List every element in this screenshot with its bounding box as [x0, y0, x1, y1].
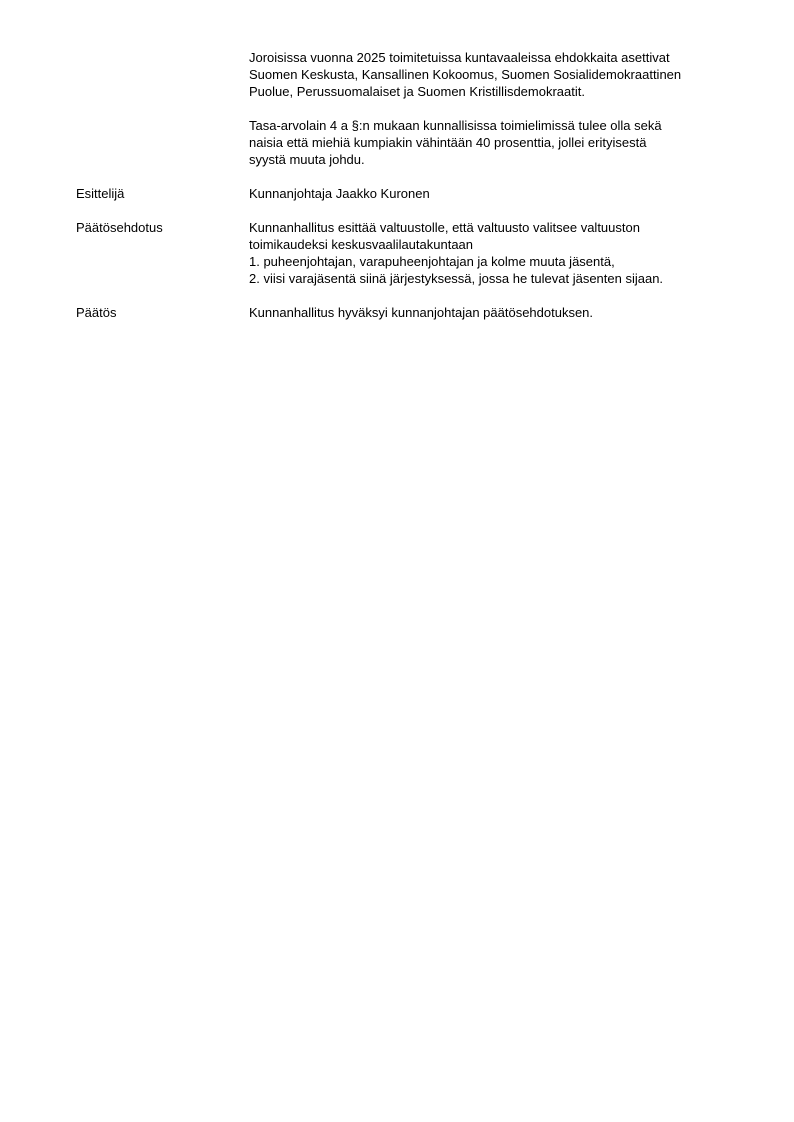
proposal-line: toimikaudeksi keskusvaalilautakuntaan — [249, 237, 474, 252]
decision-line: Kunnanhallitus hyväksyi kunnanjohtajan päätösehdotuksen. — [249, 305, 594, 320]
equality-law-line: naisia että miehiä kumpiakin vähintään 40 prosenttia, jollei erityisestä — [249, 135, 647, 150]
proposal-label: Päätösehdotus — [76, 220, 163, 235]
proposal-line: Kunnanhallitus esittää valtuustolle, että valtuusto valitsee valtuuston — [249, 220, 640, 235]
equality-law-line: syystä muuta johdu. — [249, 152, 365, 167]
proposal-line: 2. viisi varajäsentä siinä järjestyksessä, jossa he tulevat jäsenten sijaan. — [249, 271, 664, 286]
intro-text — [249, 49, 749, 100]
decision-text — [249, 304, 749, 321]
presenter-name: Kunnanjohtaja Jaakko Kuronen — [249, 186, 430, 201]
presenter-label: Esittelijä — [76, 186, 125, 201]
presenter-value — [249, 185, 749, 202]
intro-line: Suomen Keskusta, Kansallinen Kokoomus, Suomen Sosialidemokraattinen — [249, 67, 682, 82]
proposal-text — [249, 219, 749, 287]
intro-line: Joroisissa vuonna 2025 toimitetuissa kuntavaaleissa ehdokkaita asettivat — [249, 50, 670, 65]
equality-law-text — [249, 117, 749, 168]
equality-law-line: Tasa-arvolain 4 a §:n mukaan kunnallisissa toimielimissä tulee olla sekä — [249, 118, 662, 133]
proposal-line: 1. puheenjohtajan, varapuheenjohtajan ja kolme muuta jäsentä, — [249, 254, 615, 269]
intro-line: Puolue, Perussuomalaiset ja Suomen Kristillisdemokraatit. — [249, 84, 585, 99]
decision-label: Päätös — [76, 305, 117, 320]
